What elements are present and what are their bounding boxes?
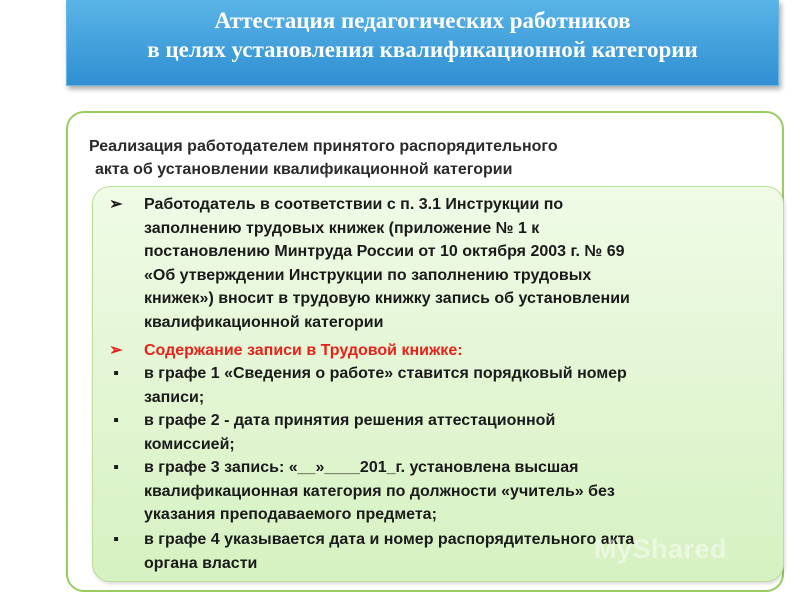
list-item-column-3	[108, 456, 758, 527]
square-bullet-icon: ▪	[113, 412, 119, 429]
item-line: в графе 2 - дата принятия решения аттестационной	[144, 412, 556, 429]
item-line: квалификационная категория по должности «учитель» без	[144, 482, 615, 500]
square-bullet-icon: ▪	[113, 459, 119, 476]
item-line: квалификационной категории	[144, 313, 384, 331]
item-line: Содержание записи в Трудовой книжке:	[144, 342, 463, 359]
title-line-2: в целях установления квалификационной категории	[147, 37, 698, 62]
watermark-logo: MyShared	[594, 534, 728, 564]
item-line: «Об утверждении Инструкции по заполнению трудовых	[144, 266, 592, 284]
list-item-column-1	[108, 362, 758, 409]
arrow-bullet-icon: ➢	[109, 196, 123, 213]
square-bullet-icon: ▪	[113, 365, 119, 382]
item-line: в графе 3 запись: «__»____201_г. установлена высшая	[144, 459, 579, 476]
arrow-bullet-icon: ➢	[109, 342, 123, 359]
list-item-employer-record	[108, 193, 758, 335]
item-line: заполнению трудовых книжек (приложение № 1 к	[144, 219, 540, 237]
section-header-line-2: акта об установлении квалификационной категории	[95, 161, 513, 178]
item-line: в графе 4 указывается дата и номер распорядительного акта	[144, 531, 635, 548]
section-header-line-1: Реализация работодателем принятого распорядительного	[89, 138, 558, 155]
item-line: указания преподаваемого предмета;	[144, 506, 437, 524]
section-header	[89, 135, 729, 181]
item-line: органа власти	[144, 554, 258, 572]
square-bullet-icon: ▪	[113, 531, 119, 548]
item-line: Работодатель в соответствии с п. 3.1 Инструкции по	[144, 196, 564, 213]
item-line: постановлению Минтруда России от 10 октября 2003 г. № 69	[144, 243, 625, 261]
title-line-1: Аттестация педагогических работников	[214, 8, 631, 33]
item-line: книжек») вносит в трудовую книжку запись об установлении	[144, 290, 630, 308]
slide-title	[66, 0, 779, 86]
item-line: в графе 1 «Сведения о работе» ставится порядковый номер	[144, 365, 627, 382]
list-item-record-content-heading	[108, 339, 758, 363]
list-item-column-2	[108, 409, 758, 456]
item-line: комиссией;	[144, 435, 235, 453]
item-line: записи;	[144, 388, 205, 406]
